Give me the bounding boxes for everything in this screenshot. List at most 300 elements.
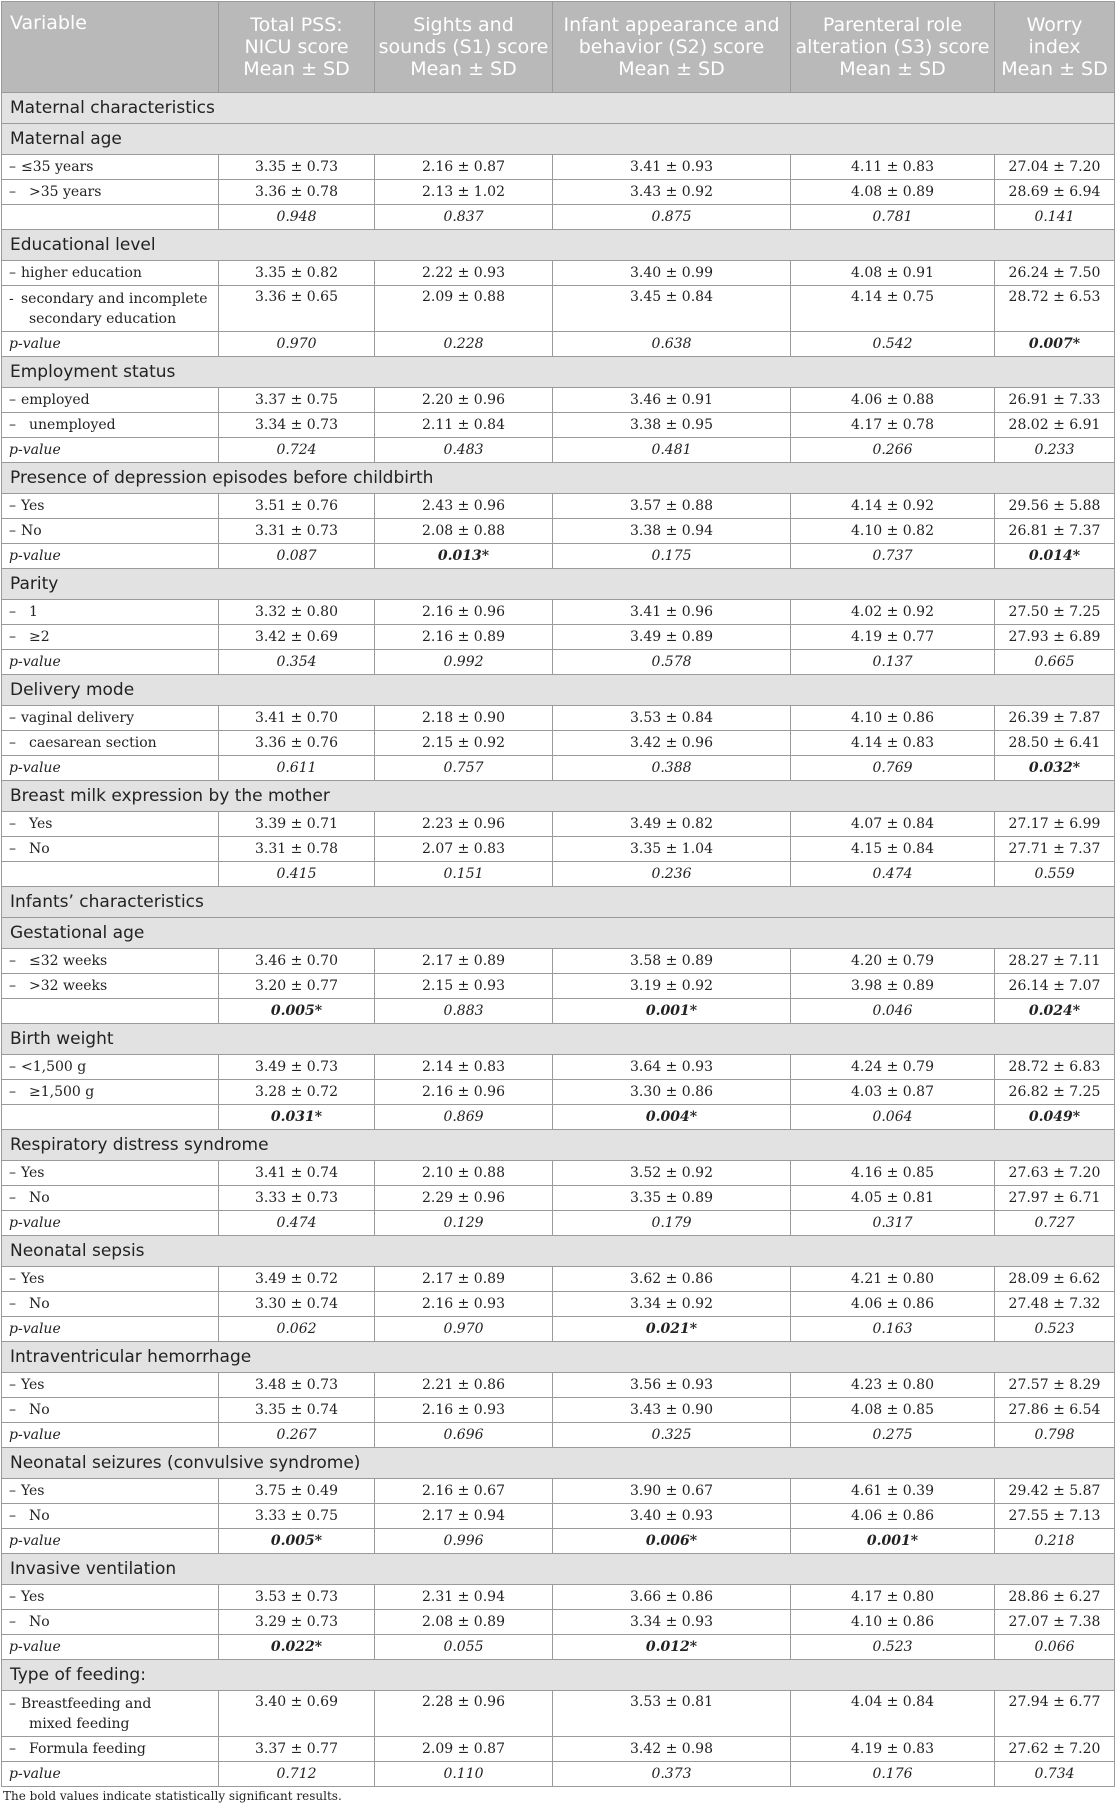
- value-cell: 4.14 ± 0.92: [791, 494, 995, 519]
- value-cell: 3.37 ± 0.77: [219, 1737, 375, 1762]
- table-row: [2, 1373, 1115, 1398]
- list-dash: –: [9, 1296, 16, 1312]
- row-label: [2, 1186, 219, 1211]
- row-label-text: No: [29, 1508, 50, 1524]
- p-value-label: p-value: [2, 438, 219, 463]
- p-value-cell: 0.757: [375, 756, 553, 781]
- p-value-label: p-value: [2, 756, 219, 781]
- p-value-cell: 0.012*: [553, 1635, 791, 1660]
- list-dash: –: [9, 265, 16, 281]
- value-cell: 2.31 ± 0.94: [375, 1585, 553, 1610]
- p-value-cell: 0.712: [219, 1762, 375, 1787]
- row-label: [2, 949, 219, 974]
- value-cell: 2.17 ± 0.89: [375, 1267, 553, 1292]
- value-cell: 3.43 ± 0.92: [553, 180, 791, 205]
- p-value-cell: 0.049*: [995, 1105, 1115, 1130]
- list-dash: –: [9, 816, 16, 832]
- row-label: [2, 1691, 219, 1737]
- value-cell: 27.93 ± 6.89: [995, 625, 1115, 650]
- list-dash: –: [9, 1084, 16, 1100]
- p-value-cell: 0.325: [553, 1423, 791, 1448]
- group-header-row: [2, 1342, 1115, 1373]
- table-row: [2, 706, 1115, 731]
- row-label-text: Breastfeeding and: [21, 1695, 152, 1712]
- row-label-text: No: [21, 523, 42, 539]
- p-value-label: p-value: [2, 1762, 219, 1787]
- value-cell: 3.42 ± 0.98: [553, 1737, 791, 1762]
- value-cell: 4.61 ± 0.39: [791, 1479, 995, 1504]
- p-value-cell: 0.388: [553, 756, 791, 781]
- p-value-cell: 0.233: [995, 438, 1115, 463]
- list-dash: –: [9, 1508, 16, 1524]
- p-value-cell: 0.022*: [219, 1635, 375, 1660]
- group-header-row: [2, 1236, 1115, 1267]
- value-cell: 3.49 ± 0.72: [219, 1267, 375, 1292]
- value-cell: 2.11 ± 0.84: [375, 413, 553, 438]
- row-label: [2, 706, 219, 731]
- p-value-cell: 0.218: [995, 1529, 1115, 1554]
- value-cell: 2.29 ± 0.96: [375, 1186, 553, 1211]
- group-label: Respiratory distress syndrome: [2, 1130, 1115, 1161]
- value-cell: 3.35 ± 0.89: [553, 1186, 791, 1211]
- p-value-cell: 0.559: [995, 862, 1115, 887]
- table-row: [2, 625, 1115, 650]
- p-value-cell: 0.266: [791, 438, 995, 463]
- value-cell: 27.17 ± 6.99: [995, 812, 1115, 837]
- p-value-row: [2, 544, 1115, 569]
- list-dash: –: [9, 417, 16, 433]
- value-cell: 4.08 ± 0.85: [791, 1398, 995, 1423]
- p-value-cell: 0.087: [219, 544, 375, 569]
- group-header-row: [2, 124, 1115, 155]
- row-label: [2, 261, 219, 286]
- group-header-row: [2, 230, 1115, 261]
- value-cell: 3.34 ± 0.92: [553, 1292, 791, 1317]
- value-cell: 3.42 ± 0.96: [553, 731, 791, 756]
- results-table: [1, 1, 1115, 1787]
- value-cell: 3.19 ± 0.92: [553, 974, 791, 999]
- row-label-text: employed: [21, 392, 90, 408]
- group-label: Neonatal sepsis: [2, 1236, 1115, 1267]
- p-value-cell: 0.151: [375, 862, 553, 887]
- table-row: [2, 974, 1115, 999]
- section-header-row: [2, 93, 1115, 124]
- table-row: [2, 1080, 1115, 1105]
- value-cell: 3.35 ± 0.73: [219, 155, 375, 180]
- value-cell: 2.14 ± 0.83: [375, 1055, 553, 1080]
- header-total-pss: Total PSS: NICU score Mean ± SD: [219, 2, 375, 93]
- row-label-text: Yes: [21, 1271, 45, 1287]
- p-value-cell: 0.013*: [375, 544, 553, 569]
- group-header-row: [2, 1130, 1115, 1161]
- value-cell: 29.42 ± 5.87: [995, 1479, 1115, 1504]
- value-cell: 3.52 ± 0.92: [553, 1161, 791, 1186]
- value-cell: 4.06 ± 0.88: [791, 388, 995, 413]
- p-value-cell: 0.066: [995, 1635, 1115, 1660]
- table-row: [2, 1055, 1115, 1080]
- value-cell: 3.38 ± 0.94: [553, 519, 791, 544]
- value-cell: 3.62 ± 0.86: [553, 1267, 791, 1292]
- table-row: [2, 1691, 1115, 1737]
- value-cell: 3.98 ± 0.89: [791, 974, 995, 999]
- value-cell: 27.50 ± 7.25: [995, 600, 1115, 625]
- list-dash: –: [9, 1271, 16, 1287]
- value-cell: 27.48 ± 7.32: [995, 1292, 1115, 1317]
- value-cell: 2.17 ± 0.94: [375, 1504, 553, 1529]
- value-cell: 3.49 ± 0.82: [553, 812, 791, 837]
- value-cell: 3.33 ± 0.75: [219, 1504, 375, 1529]
- p-value-cell: 0.024*: [995, 999, 1115, 1024]
- row-label-text: No: [29, 1614, 50, 1630]
- value-cell: 2.13 ± 1.02: [375, 180, 553, 205]
- p-value-cell: 0.354: [219, 650, 375, 675]
- p-value-label: p-value: [2, 1317, 219, 1342]
- row-label-text: ≥1,500 g: [29, 1084, 95, 1100]
- table-body: [2, 93, 1115, 1787]
- value-cell: 3.40 ± 0.69: [219, 1691, 375, 1737]
- group-header-row: [2, 1448, 1115, 1479]
- group-header-row: [2, 357, 1115, 388]
- table-row: [2, 812, 1115, 837]
- value-cell: 2.09 ± 0.87: [375, 1737, 553, 1762]
- value-cell: 3.36 ± 0.78: [219, 180, 375, 205]
- value-cell: 3.32 ± 0.80: [219, 600, 375, 625]
- value-cell: 4.05 ± 0.81: [791, 1186, 995, 1211]
- row-label: [2, 1610, 219, 1635]
- value-cell: 2.15 ± 0.92: [375, 731, 553, 756]
- list-dash: –: [9, 735, 16, 751]
- list-dash: –: [9, 184, 16, 200]
- value-cell: 3.30 ± 0.86: [553, 1080, 791, 1105]
- value-cell: 2.07 ± 0.83: [375, 837, 553, 862]
- value-cell: 27.94 ± 6.77: [995, 1691, 1115, 1737]
- value-cell: 27.97 ± 6.71: [995, 1186, 1115, 1211]
- value-cell: 28.02 ± 6.91: [995, 413, 1115, 438]
- p-value-cell: 0.129: [375, 1211, 553, 1236]
- p-value-row: [2, 205, 1115, 230]
- p-value-cell: 0.798: [995, 1423, 1115, 1448]
- row-label: [2, 286, 219, 332]
- value-cell: 2.16 ± 0.96: [375, 1080, 553, 1105]
- table-row: [2, 731, 1115, 756]
- p-value-cell: 0.064: [791, 1105, 995, 1130]
- p-value-cell: 0.179: [553, 1211, 791, 1236]
- group-label: Breast milk expression by the mother: [2, 781, 1115, 812]
- p-value-cell: 0.970: [375, 1317, 553, 1342]
- value-cell: 2.23 ± 0.96: [375, 812, 553, 837]
- value-cell: 3.31 ± 0.73: [219, 519, 375, 544]
- value-cell: 4.16 ± 0.85: [791, 1161, 995, 1186]
- p-value-cell: 0.014*: [995, 544, 1115, 569]
- section-header-row: [2, 887, 1115, 918]
- group-header-row: [2, 918, 1115, 949]
- value-cell: 26.24 ± 7.50: [995, 261, 1115, 286]
- p-value-cell: 0.737: [791, 544, 995, 569]
- p-value-cell: 0.055: [375, 1635, 553, 1660]
- row-label-text: secondary and incomplete: [21, 290, 208, 307]
- row-label: [2, 1267, 219, 1292]
- row-label: [2, 1737, 219, 1762]
- list-dash: –: [9, 1589, 16, 1605]
- p-value-label: p-value: [2, 1635, 219, 1660]
- row-label-text: No: [29, 1296, 50, 1312]
- group-header-row: [2, 1554, 1115, 1585]
- value-cell: 2.16 ± 0.89: [375, 625, 553, 650]
- value-cell: 2.08 ± 0.89: [375, 1610, 553, 1635]
- row-label: [2, 731, 219, 756]
- value-cell: 4.08 ± 0.89: [791, 180, 995, 205]
- p-value-cell: 0.006*: [553, 1529, 791, 1554]
- row-label-text: ≤32 weeks: [29, 953, 108, 969]
- value-cell: 29.56 ± 5.88: [995, 494, 1115, 519]
- value-cell: 4.21 ± 0.80: [791, 1267, 995, 1292]
- group-header-row: [2, 1024, 1115, 1055]
- p-value-row: [2, 862, 1115, 887]
- p-value-row: [2, 332, 1115, 357]
- p-value-cell: 0.578: [553, 650, 791, 675]
- value-cell: 3.35 ± 0.82: [219, 261, 375, 286]
- table-row: [2, 1737, 1115, 1762]
- value-cell: 2.16 ± 0.93: [375, 1292, 553, 1317]
- table-row: [2, 949, 1115, 974]
- p-value-cell: 0.415: [219, 862, 375, 887]
- p-value-label: p-value: [2, 1423, 219, 1448]
- value-cell: 28.72 ± 6.53: [995, 286, 1115, 332]
- table-row: [2, 388, 1115, 413]
- row-label-text: 1: [29, 604, 38, 620]
- p-value-label: [2, 205, 219, 230]
- list-dash: –: [9, 629, 16, 645]
- row-label-text: unemployed: [29, 417, 116, 433]
- value-cell: 27.62 ± 7.20: [995, 1737, 1115, 1762]
- p-value-label: [2, 862, 219, 887]
- list-dash: –: [9, 1741, 16, 1757]
- row-label: [2, 519, 219, 544]
- p-value-cell: 0.483: [375, 438, 553, 463]
- header-worry-index: Worry index Mean ± SD: [995, 2, 1115, 93]
- value-cell: 3.42 ± 0.69: [219, 625, 375, 650]
- p-value-cell: 0.275: [791, 1423, 995, 1448]
- list-dash: –: [9, 392, 16, 408]
- group-label: Gestational age: [2, 918, 1115, 949]
- p-value-row: [2, 1211, 1115, 1236]
- p-value-cell: 0.996: [375, 1529, 553, 1554]
- group-label: Neonatal seizures (convulsive syndrome): [2, 1448, 1115, 1479]
- value-cell: 2.43 ± 0.96: [375, 494, 553, 519]
- header-row: [2, 2, 1115, 93]
- value-cell: 3.45 ± 0.84: [553, 286, 791, 332]
- p-value-row: [2, 1529, 1115, 1554]
- header-s1: Sights and sounds (S1) score Mean ± SD: [375, 2, 553, 93]
- value-cell: 26.81 ± 7.37: [995, 519, 1115, 544]
- list-dash: –: [9, 841, 16, 857]
- value-cell: 3.30 ± 0.74: [219, 1292, 375, 1317]
- value-cell: 3.34 ± 0.93: [553, 1610, 791, 1635]
- table-row: [2, 1479, 1115, 1504]
- value-cell: 3.66 ± 0.86: [553, 1585, 791, 1610]
- value-cell: 4.11 ± 0.83: [791, 155, 995, 180]
- p-value-cell: 0.638: [553, 332, 791, 357]
- table-row: [2, 1398, 1115, 1423]
- value-cell: 26.82 ± 7.25: [995, 1080, 1115, 1105]
- p-value-cell: 0.175: [553, 544, 791, 569]
- value-cell: 2.09 ± 0.88: [375, 286, 553, 332]
- value-cell: 2.08 ± 0.88: [375, 519, 553, 544]
- row-label-text: Yes: [21, 498, 45, 514]
- value-cell: 3.35 ± 0.74: [219, 1398, 375, 1423]
- value-cell: 3.64 ± 0.93: [553, 1055, 791, 1080]
- header-variable: Variable: [2, 2, 219, 93]
- table-row: [2, 519, 1115, 544]
- value-cell: 4.06 ± 0.86: [791, 1292, 995, 1317]
- value-cell: 28.69 ± 6.94: [995, 180, 1115, 205]
- group-header-row: [2, 1660, 1115, 1691]
- list-dash: -: [9, 290, 14, 307]
- row-label: [2, 155, 219, 180]
- p-value-cell: 0.696: [375, 1423, 553, 1448]
- row-label-text: >35 years: [29, 184, 102, 200]
- value-cell: 3.33 ± 0.73: [219, 1186, 375, 1211]
- group-label: Employment status: [2, 357, 1115, 388]
- row-label-text: caesarean section: [29, 735, 157, 751]
- p-value-row: [2, 438, 1115, 463]
- value-cell: 28.27 ± 7.11: [995, 949, 1115, 974]
- p-value-row: [2, 1423, 1115, 1448]
- row-label-text: Formula feeding: [29, 1741, 146, 1757]
- group-label: Intraventricular hemorrhage: [2, 1342, 1115, 1373]
- table-row: [2, 494, 1115, 519]
- p-value-cell: 0.228: [375, 332, 553, 357]
- p-value-cell: 0.869: [375, 1105, 553, 1130]
- value-cell: 4.14 ± 0.83: [791, 731, 995, 756]
- p-value-row: [2, 1317, 1115, 1342]
- group-label: Birth weight: [2, 1024, 1115, 1055]
- table-row: [2, 600, 1115, 625]
- value-cell: 2.16 ± 0.67: [375, 1479, 553, 1504]
- list-dash: –: [9, 1190, 16, 1206]
- list-dash: –: [9, 1059, 16, 1075]
- value-cell: 3.41 ± 0.93: [553, 155, 791, 180]
- row-label: [2, 1080, 219, 1105]
- p-value-cell: 0.007*: [995, 332, 1115, 357]
- p-value-cell: 0.001*: [791, 1529, 995, 1554]
- value-cell: 3.34 ± 0.73: [219, 413, 375, 438]
- p-value-cell: 0.005*: [219, 999, 375, 1024]
- row-label-text-cont: mixed feeding: [29, 1715, 130, 1732]
- value-cell: 4.19 ± 0.77: [791, 625, 995, 650]
- value-cell: 4.10 ± 0.86: [791, 1610, 995, 1635]
- row-label: [2, 974, 219, 999]
- p-value-cell: 0.474: [791, 862, 995, 887]
- list-dash: –: [9, 1614, 16, 1630]
- p-value-cell: 0.176: [791, 1762, 995, 1787]
- group-label: Invasive ventilation: [2, 1554, 1115, 1585]
- value-cell: 2.18 ± 0.90: [375, 706, 553, 731]
- value-cell: 3.51 ± 0.76: [219, 494, 375, 519]
- value-cell: 3.48 ± 0.73: [219, 1373, 375, 1398]
- p-value-cell: 0.948: [219, 205, 375, 230]
- value-cell: 3.53 ± 0.81: [553, 1691, 791, 1737]
- value-cell: 3.49 ± 0.73: [219, 1055, 375, 1080]
- list-dash: –: [9, 953, 16, 969]
- row-label-text-cont: secondary education: [29, 310, 177, 327]
- list-dash: –: [9, 1402, 16, 1418]
- list-dash: –: [9, 1695, 16, 1712]
- value-cell: 2.16 ± 0.93: [375, 1398, 553, 1423]
- p-value-cell: 0.769: [791, 756, 995, 781]
- value-cell: 27.07 ± 7.38: [995, 1610, 1115, 1635]
- table-row: [2, 1504, 1115, 1529]
- row-label: [2, 1055, 219, 1080]
- row-label-text: vaginal delivery: [21, 710, 134, 726]
- p-value-label: p-value: [2, 332, 219, 357]
- value-cell: 4.10 ± 0.82: [791, 519, 995, 544]
- group-label: Educational level: [2, 230, 1115, 261]
- row-label: [2, 837, 219, 862]
- p-value-row: [2, 999, 1115, 1024]
- list-dash: –: [9, 1377, 16, 1393]
- p-value-cell: 0.875: [553, 205, 791, 230]
- value-cell: 3.46 ± 0.70: [219, 949, 375, 974]
- value-cell: 26.91 ± 7.33: [995, 388, 1115, 413]
- p-value-label: [2, 999, 219, 1024]
- p-value-cell: 0.665: [995, 650, 1115, 675]
- group-label: Type of feeding:: [2, 1660, 1115, 1691]
- value-cell: 2.21 ± 0.86: [375, 1373, 553, 1398]
- value-cell: 3.39 ± 0.71: [219, 812, 375, 837]
- group-header-row: [2, 569, 1115, 600]
- value-cell: 3.36 ± 0.65: [219, 286, 375, 332]
- row-label-text: ≤35 years: [21, 159, 94, 175]
- value-cell: 2.28 ± 0.96: [375, 1691, 553, 1737]
- row-label: [2, 388, 219, 413]
- list-dash: –: [9, 1483, 16, 1499]
- value-cell: 4.04 ± 0.84: [791, 1691, 995, 1737]
- p-value-cell: 0.523: [995, 1317, 1115, 1342]
- p-value-cell: 0.032*: [995, 756, 1115, 781]
- row-label-text: higher education: [21, 265, 142, 281]
- value-cell: 3.53 ± 0.84: [553, 706, 791, 731]
- p-value-cell: 0.001*: [553, 999, 791, 1024]
- table-row: [2, 837, 1115, 862]
- value-cell: 3.41 ± 0.96: [553, 600, 791, 625]
- row-label-text: No: [29, 1190, 50, 1206]
- row-label-text: Yes: [29, 816, 53, 832]
- p-value-cell: 0.481: [553, 438, 791, 463]
- list-dash: –: [9, 523, 16, 539]
- value-cell: 3.36 ± 0.76: [219, 731, 375, 756]
- value-cell: 27.71 ± 7.37: [995, 837, 1115, 862]
- value-cell: 3.35 ± 1.04: [553, 837, 791, 862]
- value-cell: 3.46 ± 0.91: [553, 388, 791, 413]
- p-value-cell: 0.110: [375, 1762, 553, 1787]
- p-value-label: p-value: [2, 1529, 219, 1554]
- value-cell: 4.23 ± 0.80: [791, 1373, 995, 1398]
- table-footnote: The bold values indicate statistically significant results.: [3, 1789, 342, 1803]
- p-value-cell: 0.236: [553, 862, 791, 887]
- table-row: [2, 180, 1115, 205]
- value-cell: 3.41 ± 0.74: [219, 1161, 375, 1186]
- row-label: [2, 600, 219, 625]
- group-label: Delivery mode: [2, 675, 1115, 706]
- header-s2: Infant appearance and behavior (S2) score Mean ± SD: [553, 2, 791, 93]
- row-label-text: No: [29, 841, 50, 857]
- value-cell: 3.31 ± 0.78: [219, 837, 375, 862]
- row-label-text: Yes: [21, 1589, 45, 1605]
- p-value-cell: 0.005*: [219, 1529, 375, 1554]
- value-cell: 28.09 ± 6.62: [995, 1267, 1115, 1292]
- p-value-label: p-value: [2, 650, 219, 675]
